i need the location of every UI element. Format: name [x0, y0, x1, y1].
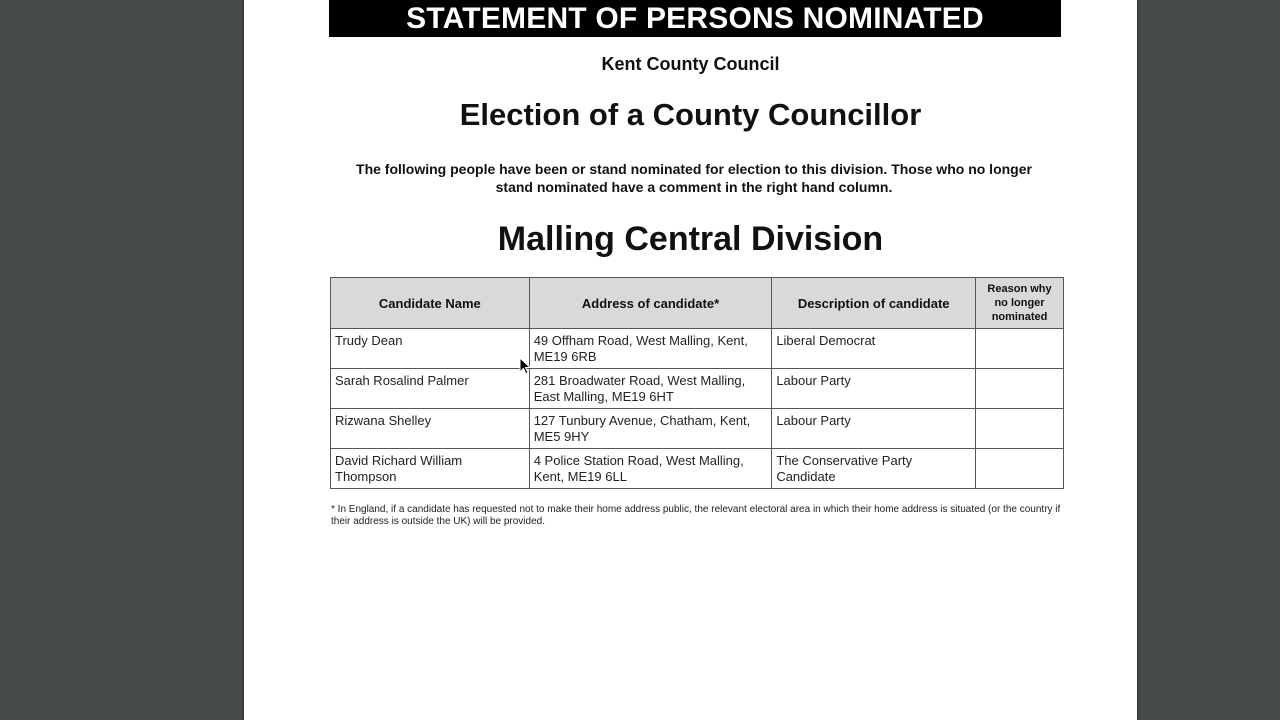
candidate-description: The Conservative Party Candidate — [772, 449, 976, 489]
address-footnote: * In England, if a candidate has requested not to make their home address public, the relevant electoral area in which their home address is situated (or the country if their address is outside the UK) will be provided. — [331, 504, 1061, 527]
council-name: Kent County Council — [601, 54, 780, 74]
election-title: Election of a County Councillor — [459, 97, 922, 132]
candidates-table — [330, 277, 1064, 489]
header-address: Address of candidate* — [529, 278, 772, 329]
candidate-address: 4 Police Station Road, West Malling, Kent, ME19 6LL — [529, 449, 772, 489]
candidate-name: Trudy Dean — [331, 329, 530, 369]
table-row — [331, 409, 1064, 449]
candidate-description: Labour Party — [772, 369, 976, 409]
candidate-name: Rizwana Shelley — [331, 409, 530, 449]
document-banner: STATEMENT OF PERSONS NOMINATED — [329, 0, 1061, 37]
table-row — [331, 449, 1064, 489]
table-row — [331, 329, 1064, 369]
candidate-name: Sarah Rosalind Palmer — [331, 369, 530, 409]
division-title: Malling Central Division — [497, 220, 884, 258]
candidate-address: 281 Broadwater Road, West Malling, East Malling, ME19 6HT — [529, 369, 772, 409]
candidate-reason — [976, 329, 1064, 369]
candidate-description: Labour Party — [772, 409, 976, 449]
candidate-reason — [976, 449, 1064, 489]
header-candidate-name: Candidate Name — [331, 278, 530, 329]
table-row — [331, 369, 1064, 409]
document-page — [244, 0, 1137, 720]
candidate-address: 49 Offham Road, West Malling, Kent, ME19 6RB — [529, 329, 772, 369]
candidate-address: 127 Tunbury Avenue, Chatham, Kent, ME5 9HY — [529, 409, 772, 449]
candidate-reason — [976, 369, 1064, 409]
candidate-reason — [976, 409, 1064, 449]
candidate-description: Liberal Democrat — [772, 329, 976, 369]
header-reason: Reason why no longer nominated — [976, 278, 1064, 329]
intro-text: The following people have been or stand nominated for election to this division. Those who no longer stand nominated have a comment in the right hand column. — [356, 161, 1032, 195]
candidate-name: David Richard William Thompson — [331, 449, 530, 489]
mouse-pointer-icon — [519, 357, 531, 375]
header-description: Description of candidate — [772, 278, 976, 329]
table-header-row — [331, 278, 1064, 329]
